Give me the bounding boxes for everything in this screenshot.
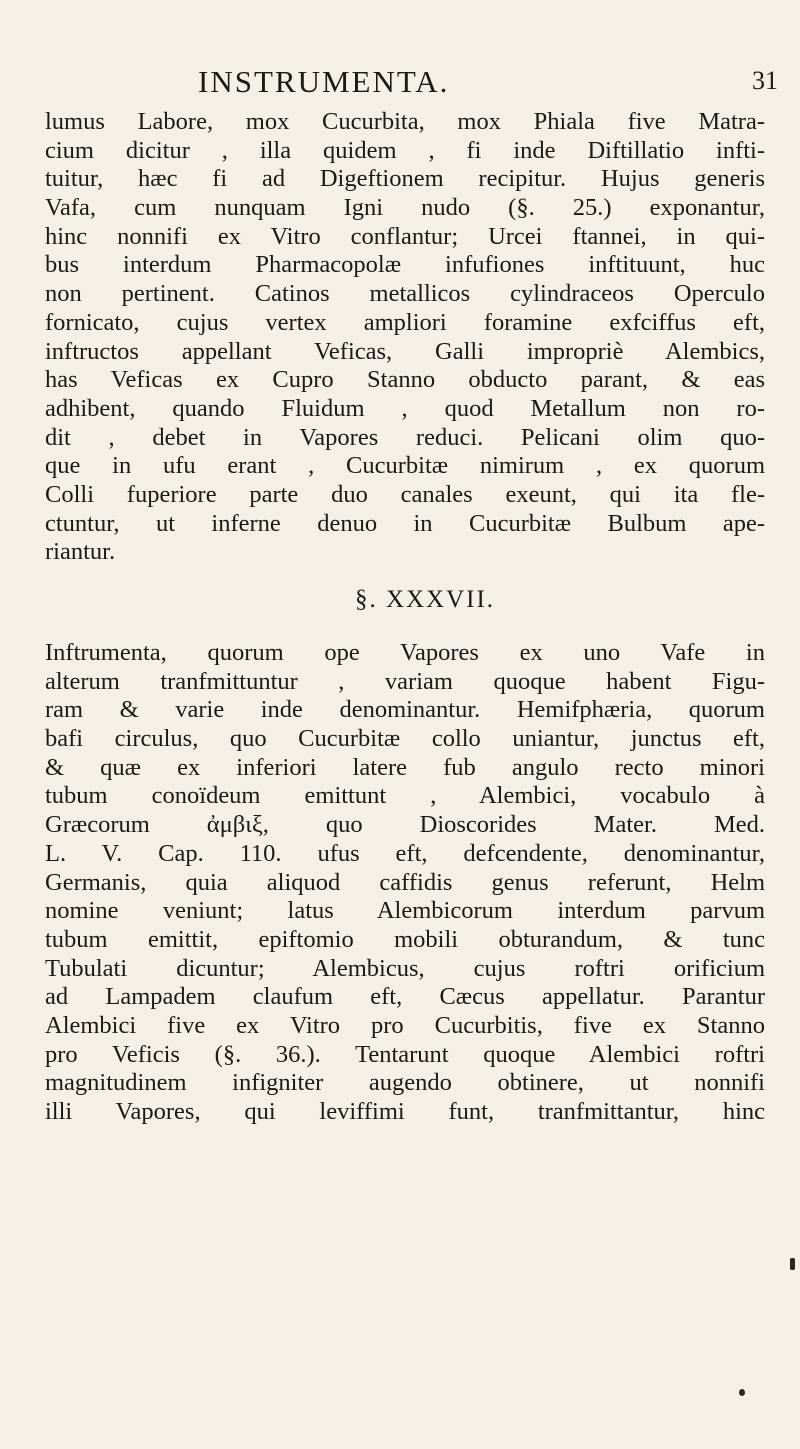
text-line: Inftrumenta, quorum ope Vapores ex uno Vafe in (45, 639, 765, 666)
body-text (45, 108, 765, 1127)
text-line: tubum emittit, epiftomio mobili obturandum, & tunc (45, 925, 765, 953)
text-line: non pertinent. Catinos metallicos cylindraceos Operculo (45, 280, 765, 308)
running-head: INSTRUMENTA. (198, 64, 450, 99)
text-line: hinc nonnifi ex Vitro conflantur; Urcei ftannei, in qui- (45, 222, 765, 250)
text-line: Græcorum ἀμβιξ, quo Dioscorides Mater. Med. (45, 811, 765, 839)
ink-blot (790, 1258, 795, 1270)
text-line: & quæ ex inferiori latere fub angulo recto minori (45, 753, 765, 781)
text-line: ctuntur, ut inferne denuo in Cucurbitæ Bulbum ape- (45, 509, 765, 537)
text-line: lumus Labore, mox Cucurbita, mox Phiala five Matra- (45, 108, 765, 135)
section-heading: §. XXXVII. (354, 586, 496, 613)
text-line: cium dicitur , illa quidem , fi inde Diftillatio infti- (45, 136, 765, 164)
text-line: Vafa, cum nunquam Igni nudo (§. 25.) exponantur, (45, 194, 765, 222)
page-number: 31 (752, 66, 778, 95)
text-line: has Veficas ex Cupro Stanno obducto parant, & eas (45, 366, 765, 394)
text-line: fornicato, cujus vertex ampliori foramine exfciffus eft, (45, 308, 765, 336)
text-line: Colli fuperiore parte duo canales exeunt, qui ita fle- (45, 480, 765, 508)
text-line: bafi circulus, quo Cucurbitæ collo uniantur, junctus eft, (45, 725, 765, 753)
text-line: magnitudinem infigniter augendo obtinere, ut nonnifi (45, 1069, 765, 1097)
text-line: tuitur, hæc fi ad Digeftionem recipitur. Hujus generis (45, 165, 765, 193)
text-line: riantur. (45, 538, 116, 566)
text-line: Tubulati dicuntur; Alembicus, cujus roftri orificium (45, 954, 765, 982)
text-line: L. V. Cap. 110. ufus eft, defcendente, denominantur, (45, 839, 765, 867)
text-line: ram & varie inde denominantur. Hemifphæria, quorum (45, 696, 765, 724)
text-line: bus interdum Pharmacopolæ infufiones inftituunt, huc (45, 251, 765, 279)
text-line: que in ufu erant , Cucurbitæ nimirum , ex quorum (45, 452, 765, 480)
ink-dot (739, 1389, 745, 1396)
text-line: nomine veniunt; latus Alembicorum interdum parvum (45, 897, 765, 925)
text-line: illi Vapores, qui leviffimi funt, tranfmittantur, hinc (45, 1098, 765, 1125)
text-line: Alembici five ex Vitro pro Cucurbitis, five ex Stanno (45, 1011, 765, 1039)
text-line: pro Veficis (§. 36.). Tentarunt quoque Alembici roftri (45, 1040, 765, 1068)
text-line: dit , debet in Vapores reduci. Pelicani olim quo- (45, 423, 765, 451)
text-line: adhibent, quando Fluidum , quod Metallum non ro- (45, 394, 765, 422)
text-line: Germanis, quia aliquod caffidis genus referunt, Helm (45, 868, 765, 896)
text-line: alterum tranfmittuntur , variam quoque habent Figu- (45, 667, 765, 695)
text-line: tubum conoïdeum emittunt , Alembici, vocabulo à (45, 782, 765, 810)
text-line: inftructos appellant Veficas, Galli impropriè Alembics, (45, 337, 765, 365)
page-header (0, 64, 800, 104)
text-line: ad Lampadem claufum eft, Cæcus appellatur. Parantur (45, 983, 765, 1011)
